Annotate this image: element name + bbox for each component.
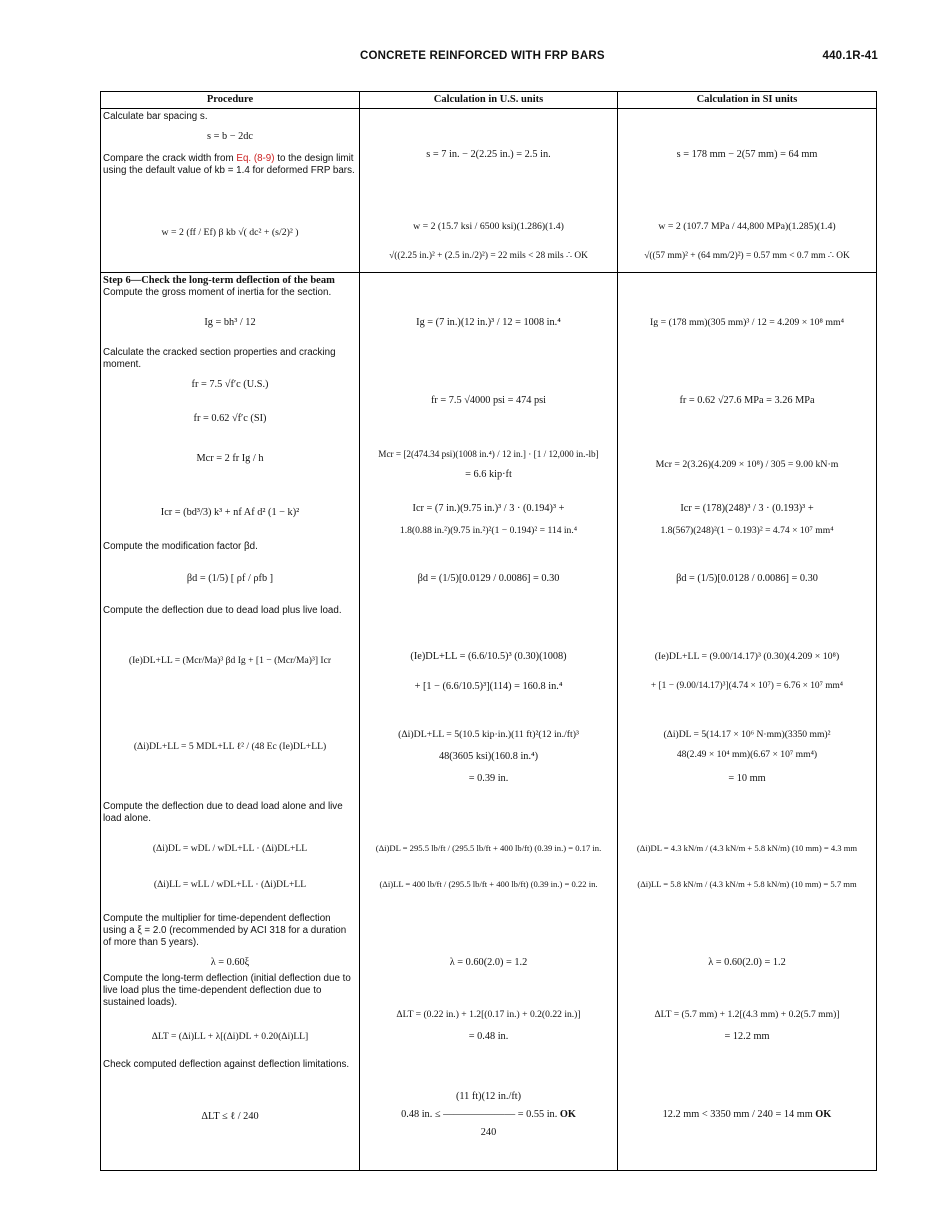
us-check-numerator: (11 ft)(12 in./ft) [455,1091,522,1102]
us-deflection-section [360,273,617,1170]
step6-heading: Step 6—Check the long-term deflection of the beam [103,275,335,286]
si-units-column [618,109,877,1171]
fr-us-equation: fr = 7.5 √f′c (U.S.) [191,379,269,390]
gross-inertia-equation: Ig = bh³ / 12 [204,317,256,328]
si-crack-width-line1: w = 2 (107.7 MPa / 44,800 MPa)(1.285)(1.4) [658,221,836,232]
us-crack-width-line1: w = 2 (15.7 ksi / 6500 ksi)(1.286)(1.4) [413,221,564,232]
us-mcr-line2: = 6.6 kip·ft [465,469,512,480]
si-live-load-deflection: (Δi)LL = 5.8 kN/m / (4.3 kN/m + 5.8 kN/m) (10 mm) = 5.7 mm [637,879,857,889]
us-lambda: λ = 0.60(2.0) = 1.2 [449,957,528,968]
long-term-text: Compute the long-term deflection (initial deflection due to live load plus the time-dependent deflection due to sustained loads). [103,973,351,1008]
us-ie-line2: + [1 − (6.6/10.5)³](114) = 160.8 in.⁴ [414,681,563,692]
us-fr: fr = 7.5 √4000 psi = 474 psi [430,395,547,406]
us-units-column [360,109,618,1171]
live-load-deflection-equation: (Δi)LL = wLL / wDL+LL · (Δi)DL+LL [153,879,307,890]
check-equation: ΔLT ≤ ℓ / 240 [201,1111,259,1122]
si-lambda: λ = 0.60(2.0) = 1.2 [708,957,786,968]
dead-live-split-text: Compute the deflection due to dead load alone and live load alone. [103,801,343,824]
gross-inertia-text: Compute the gross moment of inertia for the section. [103,287,332,298]
mcr-equation: Mcr = 2 fr Ig / h [196,453,264,464]
calculation-table [100,91,877,1171]
si-deflection-section [618,273,876,1170]
si-gross-inertia: Ig = (178 mm)(305 mm)³ / 12 = 4.209 × 10⁸ mm⁴ [650,317,844,328]
multiplier-text: Compute the multiplier for time-dependent deflection using a ξ = 2.0 (recommended by ACI 318 for a duration of more than 5 years). [103,913,347,948]
si-spacing-result: s = 178 mm − 2(57 mm) = 64 mm [676,149,818,160]
us-gross-inertia: Ig = (7 in.)(12 in.)³ / 12 = 1008 in.⁴ [416,317,561,328]
fr-si-equation: fr = 0.62 √f′c (SI) [193,413,267,424]
procedure-crack-section [101,109,359,273]
column-header-si-units: Calculation in SI units [618,92,877,109]
us-icr-line2: 1.8(0.88 in.²)(9.75 in.²)²(1 − 0.194)² = 114 in.⁴ [399,525,578,536]
modification-factor-text: Compute the modification factor βd. [103,541,258,552]
us-live-load-deflection: (Δi)LL = 400 lb/ft / (295.5 lb/ft + 400 lb/ft) (0.39 in.) = 0.22 in. [379,879,598,889]
us-di-result: = 0.39 in. [468,773,509,784]
si-dead-load-deflection: (Δi)DL = 4.3 kN/m / (4.3 kN/m + 5.8 kN/m) (10 mm) = 4.3 mm [636,843,858,853]
us-di-line2: 48(3605 ksi)(160.8 in.⁴) [438,751,539,762]
spacing-text: Calculate bar spacing s. [103,111,208,122]
column-header-procedure: Procedure [101,92,360,109]
procedure-deflection-section [101,273,359,1170]
initial-deflection-equation: (Δi)DL+LL = 5 MDL+LL ℓ² / (48 Ec (Ie)DL+LL) [133,741,327,752]
us-crack-section [360,109,617,273]
equation-reference-link[interactable]: Eq. (8-9) [236,153,275,164]
table-body-row [101,109,877,1171]
page-number: 440.1R-41 [822,50,878,62]
us-check-line: 0.48 in. ≤ ——————— = 0.55 in. OK [401,1109,576,1120]
us-icr-line1: Icr = (7 in.)(9.75 in.)³ / 3 · (0.194)³ + [412,503,565,514]
cracked-section-text: Calculate the cracked section properties and cracking moment. [103,347,336,370]
si-long-term-line2: = 12.2 mm [724,1031,770,1042]
table-header-row [101,92,877,109]
crack-width-text: Compare the crack width from Eq. (8-9) to the design limit using the default value of kb = 1.4 for deformed FRP bars. [103,153,355,176]
us-long-term-line1: ΔLT = (0.22 in.) + 1.2[(0.17 in.) + 0.2(0.22 in.)] [396,1009,581,1020]
si-ie-line2: + [1 − (9.00/14.17)³](4.74 × 10⁷) = 6.76 × 10⁷ mm⁴ [650,681,844,691]
si-crack-section [618,109,876,273]
check-text: Check computed deflection against deflection limitations. [103,1059,350,1070]
effective-inertia-equation: (Ie)DL+LL = (Mcr/Ma)³ βd Ig + [1 − (Mcr/Ma)³] Icr [128,655,332,666]
si-crack-width-line2: √((57 mm)² + (64 mm/2)²) = 0.57 mm < 0.7 mm ∴ OK [644,251,850,261]
spacing-equation: s = b − 2dc [207,131,253,142]
si-di-line2: 48(2.49 × 10⁴ mm)(6.67 × 10⁷ mm⁴) [676,749,818,760]
us-dead-load-deflection: (Δi)DL = 295.5 lb/ft / (295.5 lb/ft + 400 lb/ft) (0.39 in.) = 0.17 in. [375,843,602,853]
long-term-equation: ΔLT = (Δi)LL + λ[(Δi)DL + 0.20(Δi)LL] [151,1031,309,1042]
us-beta: βd = (1/5)[0.0129 / 0.0086] = 0.30 [417,573,560,584]
si-di-result: = 10 mm [728,773,766,784]
si-icr-line2: 1.8(567)(248)²(1 − 0.193)² = 4.74 × 10⁷ mm⁴ [660,525,834,536]
us-crack-width-line2: √((2.25 in.)² + (2.5 in./2)²) = 22 mils < 28 mils ∴ OK [389,251,588,261]
si-ie-line1: (Ie)DL+LL = (9.00/14.17)³ (0.30)(4.209 × 10⁸) [654,651,840,662]
si-di-line1: (Δi)DL = 5(14.17 × 10⁶ N·mm)(3350 mm)² [663,729,831,740]
dead-load-deflection-equation: (Δi)DL = wDL / wDL+LL · (Δi)DL+LL [152,843,308,854]
us-check-denominator: 240 [480,1127,497,1138]
us-mcr-line1: Mcr = [2(474.34 psi)(1008 in.⁴) / 12 in.] · [1 / 12,000 in.-lb] [378,449,599,459]
icr-equation: Icr = (bd³/3) k³ + nf Af d² (1 − k)² [160,507,300,518]
us-ie-line1: (Ie)DL+LL = (6.6/10.5)³ (0.30)(1008) [410,651,567,662]
si-beta: βd = (1/5)[0.0128 / 0.0086] = 0.30 [676,573,818,584]
si-fr: fr = 0.62 √27.6 MPa = 3.26 MPa [679,395,815,406]
us-spacing-result: s = 7 in. − 2(2.25 in.) = 2.5 in. [426,149,551,160]
si-icr-line1: Icr = (178)(248)³ / 3 · (0.193)³ + [680,503,814,514]
si-check-line: 12.2 mm < 3350 mm / 240 = 14 mm OK [662,1109,832,1120]
us-long-term-line2: = 0.48 in. [468,1031,509,1042]
beta-equation: βd = (1/5) [ ρf / ρfb ] [186,573,274,584]
si-mcr: Mcr = 2(3.26)(4.209 × 10⁸) / 305 = 9.00 kN·m [655,459,839,470]
running-header-title: CONCRETE REINFORCED WITH FRP BARS [360,50,605,62]
us-di-line1: (Δi)DL+LL = 5(10.5 kip·in.)(11 ft)²(12 in./ft)³ [398,729,579,740]
lambda-equation: λ = 0.60ξ [210,957,250,968]
column-header-us-units: Calculation in U.S. units [360,92,618,109]
procedure-column [101,109,360,1171]
si-long-term-line1: ΔLT = (5.7 mm) + 1.2[(4.3 mm) + 0.2(5.7 mm)] [654,1009,840,1020]
crack-width-equation: w = 2 (ff / Ef) β kb √( dc² + (s/2)² ) [161,227,299,238]
deflection-text: Compute the deflection due to dead load plus live load. [103,605,342,616]
